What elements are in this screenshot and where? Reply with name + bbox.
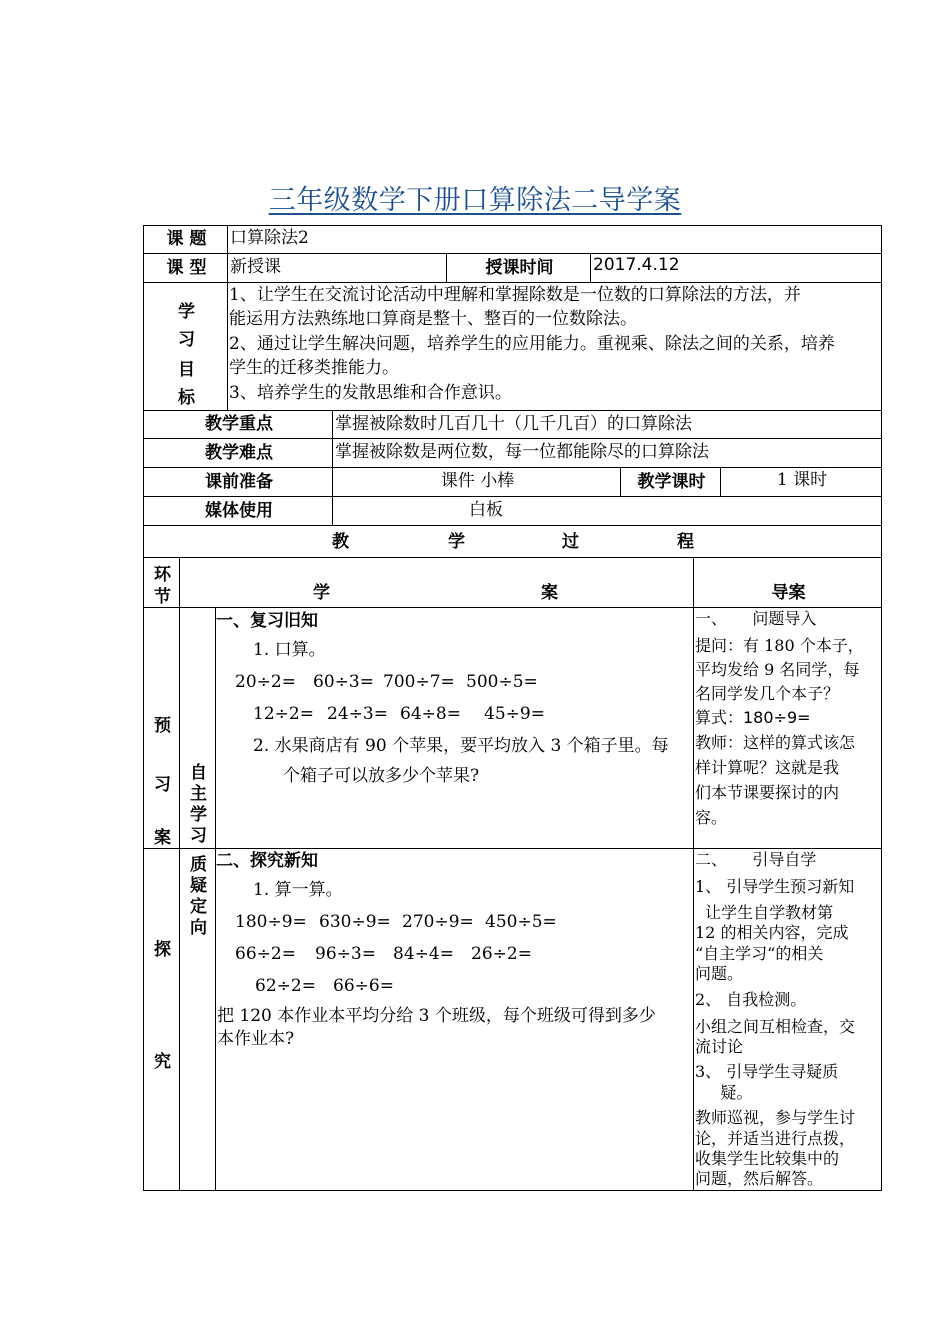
guide-header: 导案 bbox=[771, 583, 806, 603]
explore-guide-line-10: 疑。 bbox=[695, 1083, 753, 1102]
stage-header-1: 环 bbox=[154, 565, 171, 585]
topic-label-cell bbox=[143, 225, 228, 254]
prep-value: 课件 小棒 bbox=[440, 471, 515, 491]
preview-calc-1-1: 20÷2= bbox=[235, 672, 296, 692]
preview-stage-2: 习 bbox=[154, 775, 171, 795]
time-label: 授课时间 bbox=[485, 258, 554, 278]
preview-guide-line-3: 名同学发几个本子？ bbox=[695, 684, 840, 703]
explore-calc-3-2: 66÷6= bbox=[333, 976, 394, 996]
explore-guide-line-2: 让学生自学教材第 bbox=[695, 903, 834, 922]
guide-header-cell bbox=[693, 557, 882, 608]
explore-calc-1-3: 270÷9= bbox=[402, 912, 474, 932]
prep-label-cell bbox=[143, 467, 333, 497]
preview-stage-cell bbox=[143, 607, 180, 849]
preview-guide-title: 一、 问题导入 bbox=[695, 609, 817, 628]
explore-problem-line2: 本作业本? bbox=[217, 1029, 295, 1049]
media-label-cell bbox=[143, 496, 333, 526]
explore-calc-2-2: 96÷3= bbox=[315, 944, 376, 964]
process-heading-1: 教 bbox=[332, 532, 349, 552]
preview-item2-line1: 2. 水果商店有 90 个苹果，要平均放入 3 个箱子里。每 bbox=[253, 736, 669, 756]
process-heading-cell bbox=[143, 525, 882, 558]
preview-guide-cell bbox=[693, 607, 882, 849]
preview-stage-1: 预 bbox=[154, 716, 171, 736]
time-value: 2017.4.12 bbox=[593, 255, 680, 275]
explore-calc-1-2: 630÷9= bbox=[319, 912, 391, 932]
explore-stage-1: 探 bbox=[154, 940, 171, 960]
preview-sub-cell bbox=[179, 607, 216, 849]
key-label: 教学重点 bbox=[205, 414, 273, 434]
process-heading-2: 学 bbox=[448, 532, 465, 552]
explore-sub-3: 定 bbox=[190, 897, 207, 917]
type-value: 新授课 bbox=[230, 257, 281, 277]
explore-calc-2-4: 26÷2= bbox=[471, 944, 532, 964]
explore-sub-4: 向 bbox=[190, 918, 207, 938]
preview-calc-1-4: 500÷5= bbox=[466, 672, 538, 692]
time-value-cell bbox=[590, 253, 882, 283]
explore-calc-2-1: 66÷2= bbox=[235, 944, 296, 964]
explore-guide-line-11: 教师巡视，参与学生讨 bbox=[695, 1108, 856, 1127]
preview-guide-line-8: 容。 bbox=[695, 808, 728, 827]
key-label-cell bbox=[143, 410, 333, 439]
difficulty-value: 掌握被除数是两位数，每一位都能除尽的口算除法 bbox=[335, 442, 709, 462]
process-heading-4: 程 bbox=[677, 532, 694, 552]
explore-section-title: 二、探究新知 bbox=[216, 851, 318, 871]
study-header-2: 案 bbox=[541, 583, 558, 603]
explore-calc-2-3: 84÷4= bbox=[393, 944, 454, 964]
difficulty-label-cell bbox=[143, 438, 333, 468]
objectives-label-3: 目 bbox=[178, 360, 195, 380]
preview-guide-line-5: 教师：这样的算式该怎 bbox=[695, 733, 856, 752]
key-value: 掌握被除数时几百几十（几千几百）的口算除法 bbox=[335, 414, 692, 434]
document-title: 三年级数学下册口算除法二导学案 bbox=[268, 185, 682, 216]
explore-guide-line-4: “自主学习“的相关 bbox=[695, 944, 824, 963]
key-value-cell bbox=[332, 410, 882, 439]
explore-stage-cell bbox=[143, 848, 180, 1191]
topic-label: 课 题 bbox=[166, 229, 207, 249]
hours-value: 1 课时 bbox=[776, 470, 828, 490]
explore-guide-line-5: 问题。 bbox=[695, 964, 744, 983]
objectives-label-2: 习 bbox=[178, 330, 195, 350]
explore-guide-line-13: 收集学生比较集中的 bbox=[695, 1149, 840, 1168]
study-header-1: 学 bbox=[313, 583, 330, 603]
preview-item1: 1. 口算。 bbox=[253, 640, 326, 660]
preview-item2-line2: 个箱子可以放多少个苹果? bbox=[283, 766, 480, 786]
media-label: 媒体使用 bbox=[205, 501, 273, 521]
process-heading-3: 过 bbox=[562, 532, 579, 552]
objective-line-2: 能运用方法熟练地口算商是整十、整百的一位数除法。 bbox=[229, 309, 637, 329]
hours-value-cell bbox=[720, 467, 882, 497]
objectives-cell bbox=[227, 282, 882, 411]
explore-guide-line-14: 问题，然后解答。 bbox=[695, 1169, 824, 1188]
explore-guide-cell bbox=[693, 848, 882, 1191]
preview-guide-line-1: 提问：有 180 个本子， bbox=[695, 636, 864, 655]
objectives-label-1: 学 bbox=[178, 302, 195, 322]
hours-label-cell bbox=[620, 467, 721, 497]
prep-value-cell bbox=[332, 467, 621, 497]
type-label-cell bbox=[143, 253, 228, 283]
preview-sub-1: 自 bbox=[190, 763, 207, 783]
preview-sub-3: 学 bbox=[190, 805, 207, 825]
type-label: 课 型 bbox=[166, 258, 207, 278]
media-value-cell bbox=[332, 496, 882, 526]
difficulty-label: 教学难点 bbox=[205, 443, 273, 463]
explore-guide-title: 二、 引导自学 bbox=[695, 850, 817, 869]
media-value: 白板 bbox=[469, 500, 503, 520]
preview-guide-line-6: 样计算呢？这就是我 bbox=[695, 758, 840, 777]
objective-line-5: 3、培养学生的发散思维和合作意识。 bbox=[229, 383, 512, 403]
explore-guide-line-12: 论，并适当进行点拨， bbox=[695, 1129, 856, 1148]
objectives-label-4: 标 bbox=[178, 388, 195, 408]
preview-stage-3: 案 bbox=[154, 828, 171, 848]
objective-line-3: 2、通过让学生解决问题，培养学生的应用能力。重视乘、除法之间的关系，培养 bbox=[229, 334, 835, 354]
hours-label: 教学课时 bbox=[637, 472, 706, 492]
explore-guide-line-9: 3、 引导学生寻疑质 bbox=[695, 1062, 839, 1081]
explore-calc-3-1: 62÷2= bbox=[255, 976, 316, 996]
explore-item1: 1. 算一算。 bbox=[253, 880, 343, 900]
objective-line-4: 学生的迁移类推能力。 bbox=[229, 358, 399, 378]
explore-sub-cell bbox=[179, 848, 216, 1191]
preview-sub-4: 习 bbox=[190, 826, 207, 846]
preview-calc-2-4: 45÷9= bbox=[484, 704, 545, 724]
explore-sub-1: 质 bbox=[190, 855, 207, 875]
objective-line-1: 1、让学生在交流讨论活动中理解和掌握除数是一位数的口算除法的方法，并 bbox=[229, 285, 801, 305]
explore-guide-line-1: 1、 引导学生预习新知 bbox=[695, 877, 855, 896]
preview-guide-line-4: 算式：180÷9= bbox=[695, 708, 811, 727]
preview-calc-1-3: 700÷7= bbox=[383, 672, 455, 692]
preview-sub-2: 主 bbox=[190, 784, 207, 804]
study-header-cell bbox=[179, 557, 694, 608]
preview-calc-1-2: 60÷3= bbox=[313, 672, 374, 692]
explore-sub-2: 疑 bbox=[190, 876, 207, 896]
preview-section-title: 一、复习旧知 bbox=[216, 611, 318, 631]
objectives-label-cell bbox=[143, 282, 228, 411]
explore-stage-2: 究 bbox=[154, 1052, 171, 1072]
explore-guide-line-3: 12 的相关内容，完成 bbox=[695, 923, 849, 942]
explore-calc-1-4: 450÷5= bbox=[485, 912, 557, 932]
explore-guide-line-6: 2、 自我检测。 bbox=[695, 990, 807, 1009]
explore-calc-1-1: 180÷9= bbox=[235, 912, 307, 932]
difficulty-value-cell bbox=[332, 438, 882, 468]
preview-guide-line-2: 平均发给 9 名同学，每 bbox=[695, 660, 860, 679]
preview-calc-2-2: 24÷3= bbox=[327, 704, 388, 724]
explore-guide-line-8: 流讨论 bbox=[695, 1037, 744, 1056]
preview-guide-line-7: 们本节课要探讨的内 bbox=[695, 783, 840, 802]
explore-study-cell bbox=[215, 848, 694, 1191]
prep-label: 课前准备 bbox=[205, 472, 273, 492]
explore-problem-line1: 把 120 本作业本平均分给 3 个班级，每个班级可得到多少 bbox=[217, 1006, 656, 1026]
preview-calc-2-3: 64÷8= bbox=[400, 704, 461, 724]
explore-guide-line-7: 小组之间互相检查，交 bbox=[695, 1017, 856, 1036]
preview-calc-2-1: 12÷2= bbox=[253, 704, 314, 724]
topic-value: 口算除法2 bbox=[230, 228, 309, 248]
preview-study-cell bbox=[215, 607, 694, 849]
stage-header-2: 节 bbox=[154, 587, 171, 607]
type-value-cell bbox=[227, 253, 447, 283]
time-label-cell bbox=[446, 253, 591, 283]
stage-header-cell bbox=[143, 557, 180, 608]
topic-value-cell bbox=[227, 225, 882, 254]
